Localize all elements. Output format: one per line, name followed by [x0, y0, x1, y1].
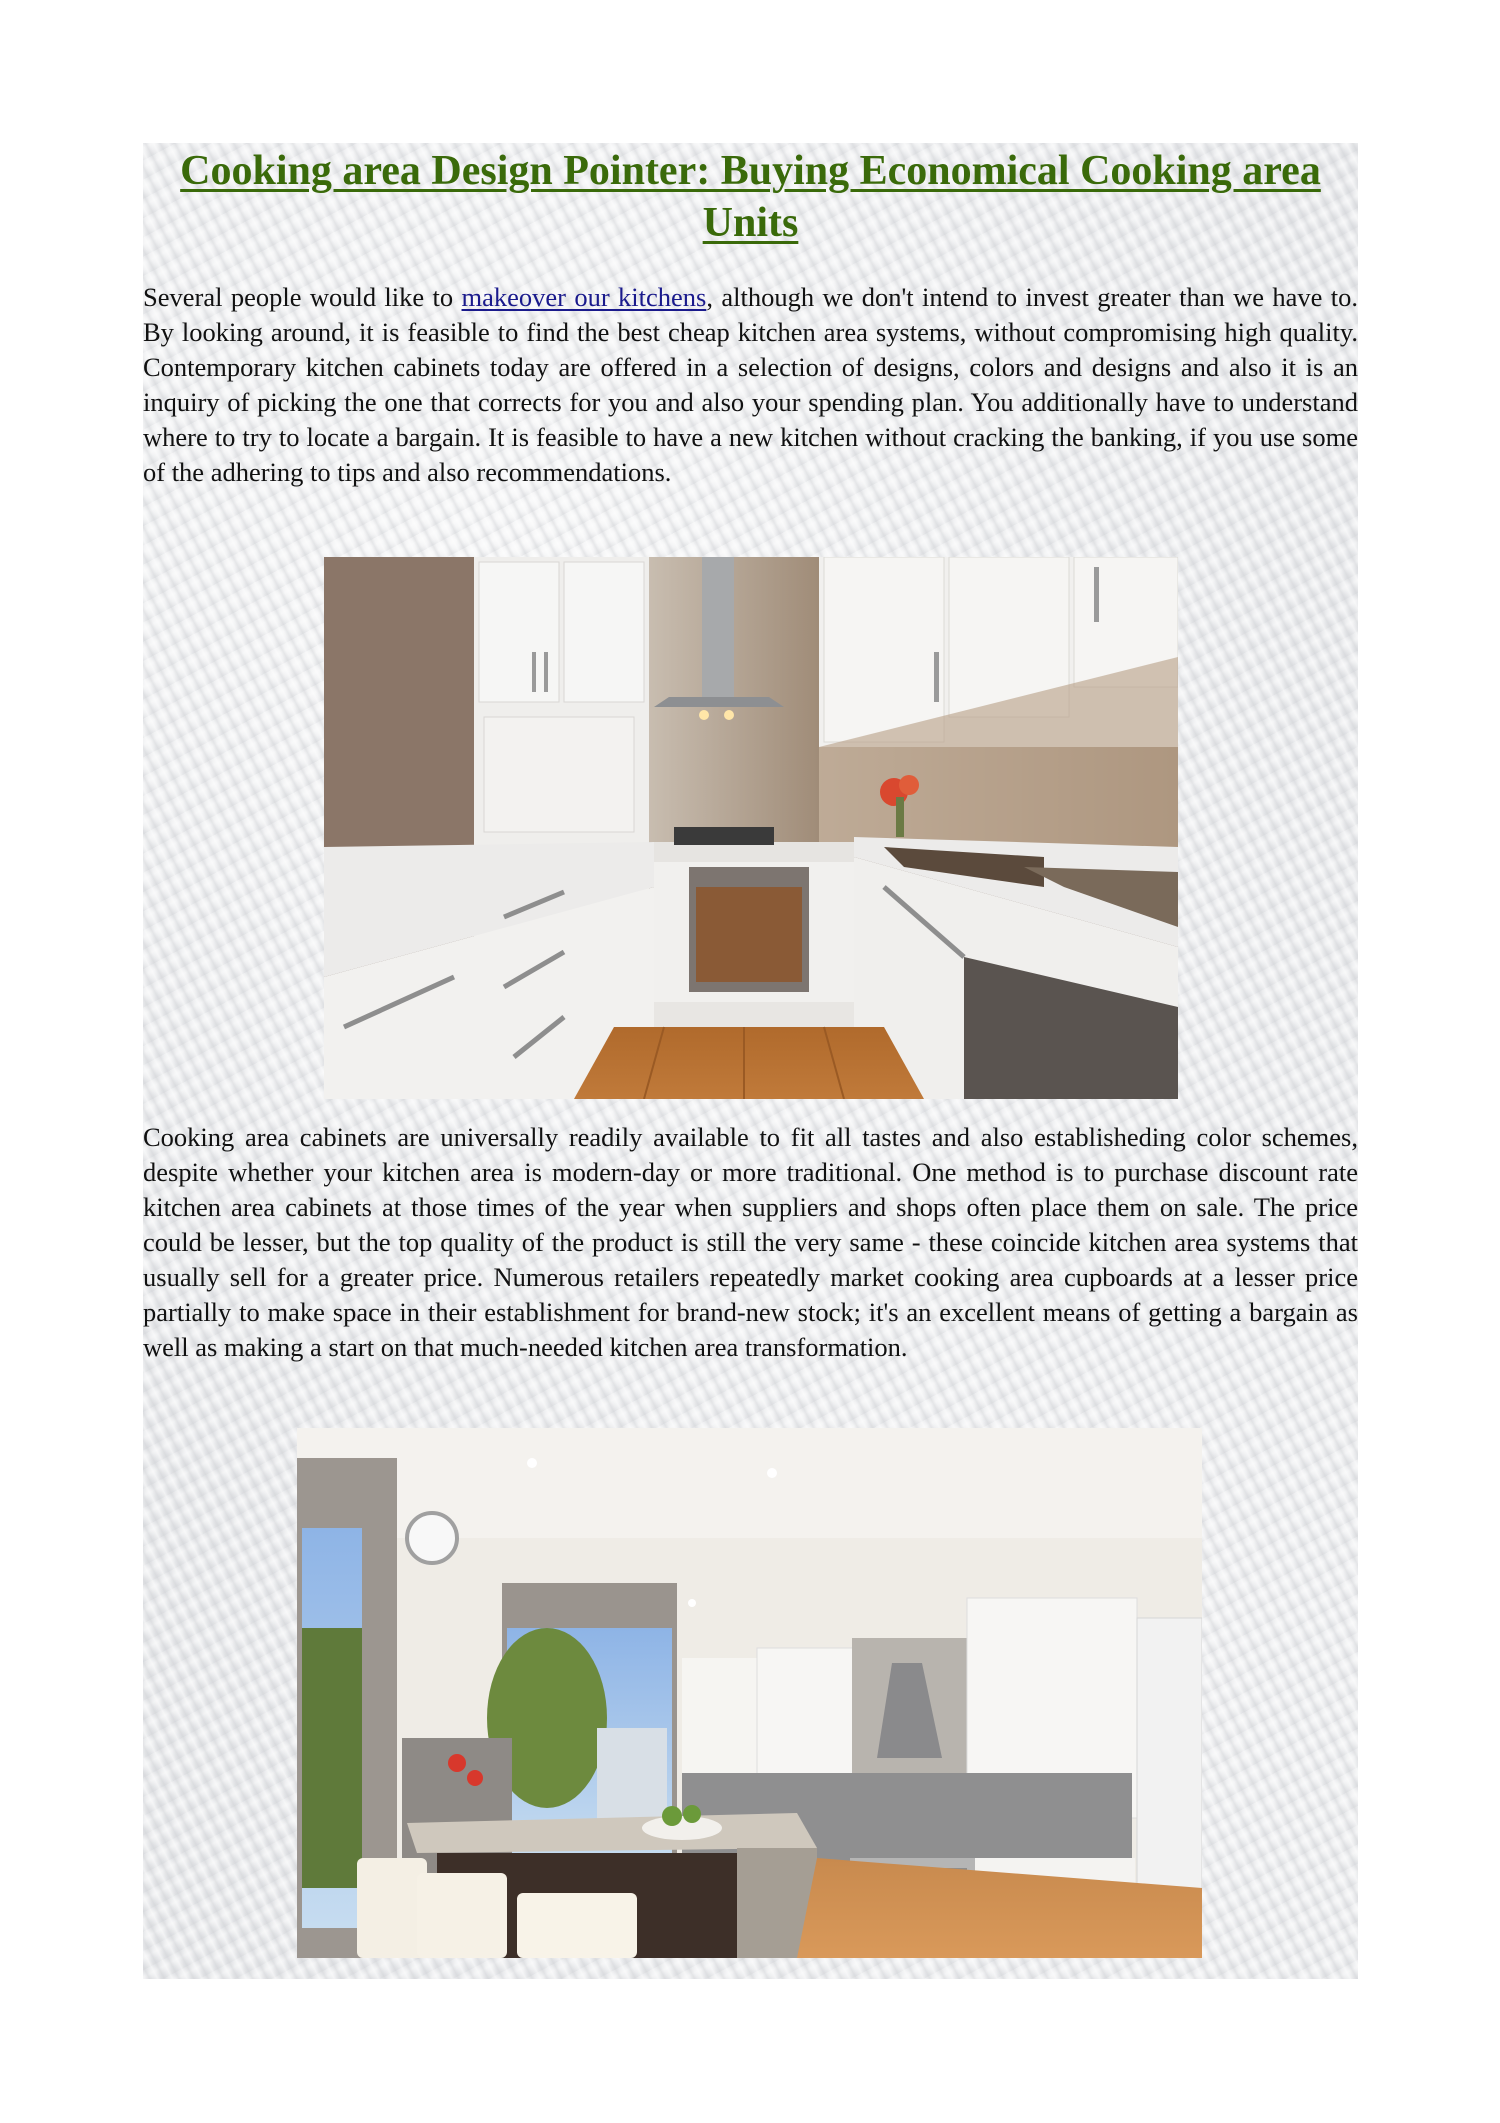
kitchen-photo-open-plan — [297, 1428, 1202, 1958]
page-title — [143, 143, 1358, 249]
paragraph-intro — [143, 280, 1358, 490]
paragraph-intro-lead: Several people would like to — [143, 282, 462, 312]
paragraph-intro-rest: , although we don't intend to invest greater than we have to. By looking around, it is feasible to find the best cheap kitchen area systems, without compromising high quality. Contemporary kitchen cabinets today are offered in a selection of designs, colors and designs and also it is an inquiry of picking the one that corrects for you and also your spending plan. You additionally have to understand where to try to locate a bargain. It is feasible to have a new kitchen without cracking the banking, if you use some of the adhering to tips and also recommendations. — [143, 282, 1358, 487]
makeover-kitchens-link[interactable]: makeover our kitchens — [461, 282, 707, 312]
document-content — [143, 143, 1358, 1362]
kitchen-photo-u-shaped — [324, 557, 1178, 1099]
kitchen-photo-1-graphic — [324, 557, 1178, 1099]
paragraph-cabinets: Cooking area cabinets are universally readily available to fit all tastes and also establisheding color schemes, despite whether your kitchen area is modern-day or more traditional. One method is to purchase discount rate kitchen area cabinets at those times of the year when suppliers and shops often place them on sale. The price could be lesser, but the top quality of the product is still the very same - these coincide kitchen area systems that usually sell for a greater price. Numerous retailers repeatedly market cooking area cupboards at a lesser price partially to make space in their establishment for brand-new stock; it's an excellent means of getting a bargain as well as making a start on that much-needed kitchen area transformation. — [143, 1122, 1358, 1362]
kitchen-photo-2-graphic — [297, 1428, 1202, 1958]
page-title-text: Cooking area Design Pointer: Buying Economical Cooking area Units — [180, 148, 1321, 246]
